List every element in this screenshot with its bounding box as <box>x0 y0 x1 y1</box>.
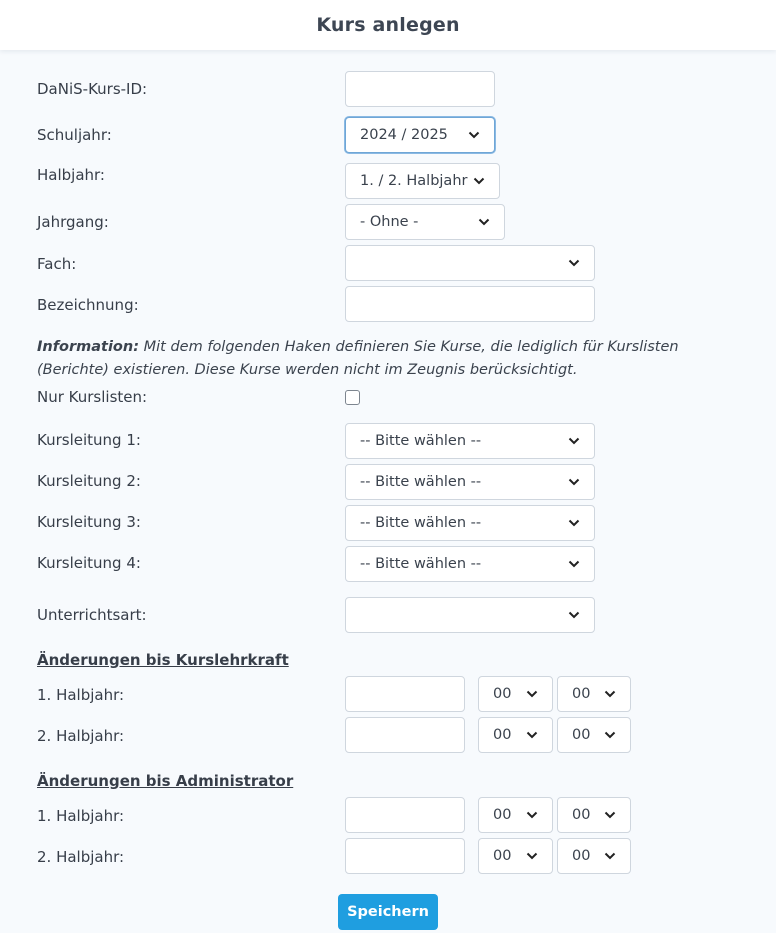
unterrichtsart-label: Unterrichtsart: <box>37 606 147 624</box>
chevron-down-icon <box>473 177 485 185</box>
chevron-down-icon <box>604 852 616 860</box>
save-button[interactable]: Speichern <box>338 894 438 930</box>
kurslehrkraft-row-2-date-input[interactable] <box>345 717 465 753</box>
chevron-down-icon <box>568 259 580 267</box>
kursleitung-3-label: Kursleitung 3: <box>37 513 141 531</box>
danis-id-input[interactable] <box>345 71 495 107</box>
administrator-row-1-label: 1. Halbjahr: <box>37 807 125 825</box>
kursleitung-3-value: -- Bitte wählen -- <box>360 515 482 531</box>
chevron-down-icon <box>568 478 580 486</box>
fach-select[interactable] <box>345 245 595 281</box>
administrator-row-2-label: 2. Halbjahr: <box>37 848 125 866</box>
bezeichnung-input[interactable] <box>345 286 595 322</box>
nur-kurslisten-label: Nur Kurslisten: <box>37 388 148 406</box>
kurslehrkraft-heading: Änderungen bis Kurslehrkraft <box>37 651 289 669</box>
information-note <box>37 336 747 382</box>
kursleitung-2-label: Kursleitung 2: <box>37 472 141 490</box>
jahrgang-select[interactable] <box>345 204 505 240</box>
danis-id-label: DaNiS-Kurs-ID: <box>37 80 148 98</box>
administrator-row-2-date-input[interactable] <box>345 838 465 874</box>
fach-label: Fach: <box>37 255 77 273</box>
kurslehrkraft-row-1-hour-select[interactable]: 00 <box>478 676 553 712</box>
bezeichnung-label: Bezeichnung: <box>37 296 139 314</box>
kursleitung-4-label: Kursleitung 4: <box>37 554 141 572</box>
chevron-down-icon <box>604 690 616 698</box>
schuljahr-value: 2024 / 2025 <box>360 127 448 143</box>
kursleitung-1-value: -- Bitte wählen -- <box>360 433 482 449</box>
schuljahr-label: Schuljahr: <box>37 126 112 144</box>
information-text: Mit dem folgenden Haken definieren Sie Kurse, die lediglich für Kurslisten (Berichte) existieren. Diese Kurse werden nicht im Zeugnis berücksichtigt. <box>37 339 679 378</box>
kurslehrkraft-row-1-minute-select[interactable]: 00 <box>557 676 631 712</box>
page-title: Kurs anlegen <box>316 14 460 36</box>
unterrichtsart-select[interactable] <box>345 597 595 633</box>
chevron-down-icon <box>568 560 580 568</box>
halbjahr-label: Halbjahr: <box>37 166 105 184</box>
kurslehrkraft-row-1-label: 1. Halbjahr: <box>37 686 125 704</box>
halbjahr-value: 1. / 2. Halbjahr <box>360 173 468 189</box>
kursleitung-4-value: -- Bitte wählen -- <box>360 556 482 572</box>
kursleitung-4-select[interactable] <box>345 546 595 582</box>
kurslehrkraft-row-2-label: 2. Halbjahr: <box>37 727 125 745</box>
nur-kurslisten-checkbox[interactable] <box>345 390 360 405</box>
chevron-down-icon <box>568 519 580 527</box>
kursleitung-1-select[interactable] <box>345 423 595 459</box>
jahrgang-label: Jahrgang: <box>37 213 109 231</box>
chevron-down-icon <box>526 731 538 739</box>
chevron-down-icon <box>604 731 616 739</box>
chevron-down-icon <box>526 852 538 860</box>
chevron-down-icon <box>568 437 580 445</box>
kursleitung-2-value: -- Bitte wählen -- <box>360 474 482 490</box>
kursleitung-2-select[interactable] <box>345 464 595 500</box>
page-header <box>0 0 776 50</box>
chevron-down-icon <box>526 811 538 819</box>
information-prefix: Information: <box>37 339 140 355</box>
administrator-heading: Änderungen bis Administrator <box>37 772 294 790</box>
chevron-down-icon <box>526 690 538 698</box>
kurslehrkraft-row-2-hour-select[interactable]: 00 <box>478 717 553 753</box>
schuljahr-select[interactable] <box>345 117 495 153</box>
administrator-row-2-minute-select[interactable]: 00 <box>557 838 631 874</box>
administrator-row-1-minute-select[interactable]: 00 <box>557 797 631 833</box>
administrator-row-1-hour-select[interactable]: 00 <box>478 797 553 833</box>
jahrgang-value: - Ohne - <box>360 214 419 230</box>
chevron-down-icon <box>478 218 490 226</box>
administrator-row-1-date-input[interactable] <box>345 797 465 833</box>
kurslehrkraft-row-1-date-input[interactable] <box>345 676 465 712</box>
halbjahr-select[interactable] <box>345 163 500 199</box>
kurslehrkraft-row-2-minute-select[interactable]: 00 <box>557 717 631 753</box>
chevron-down-icon <box>604 811 616 819</box>
chevron-down-icon <box>568 611 580 619</box>
chevron-down-icon <box>468 131 480 139</box>
kursleitung-1-label: Kursleitung 1: <box>37 431 141 449</box>
kursleitung-3-select[interactable] <box>345 505 595 541</box>
administrator-row-2-hour-select[interactable]: 00 <box>478 838 553 874</box>
